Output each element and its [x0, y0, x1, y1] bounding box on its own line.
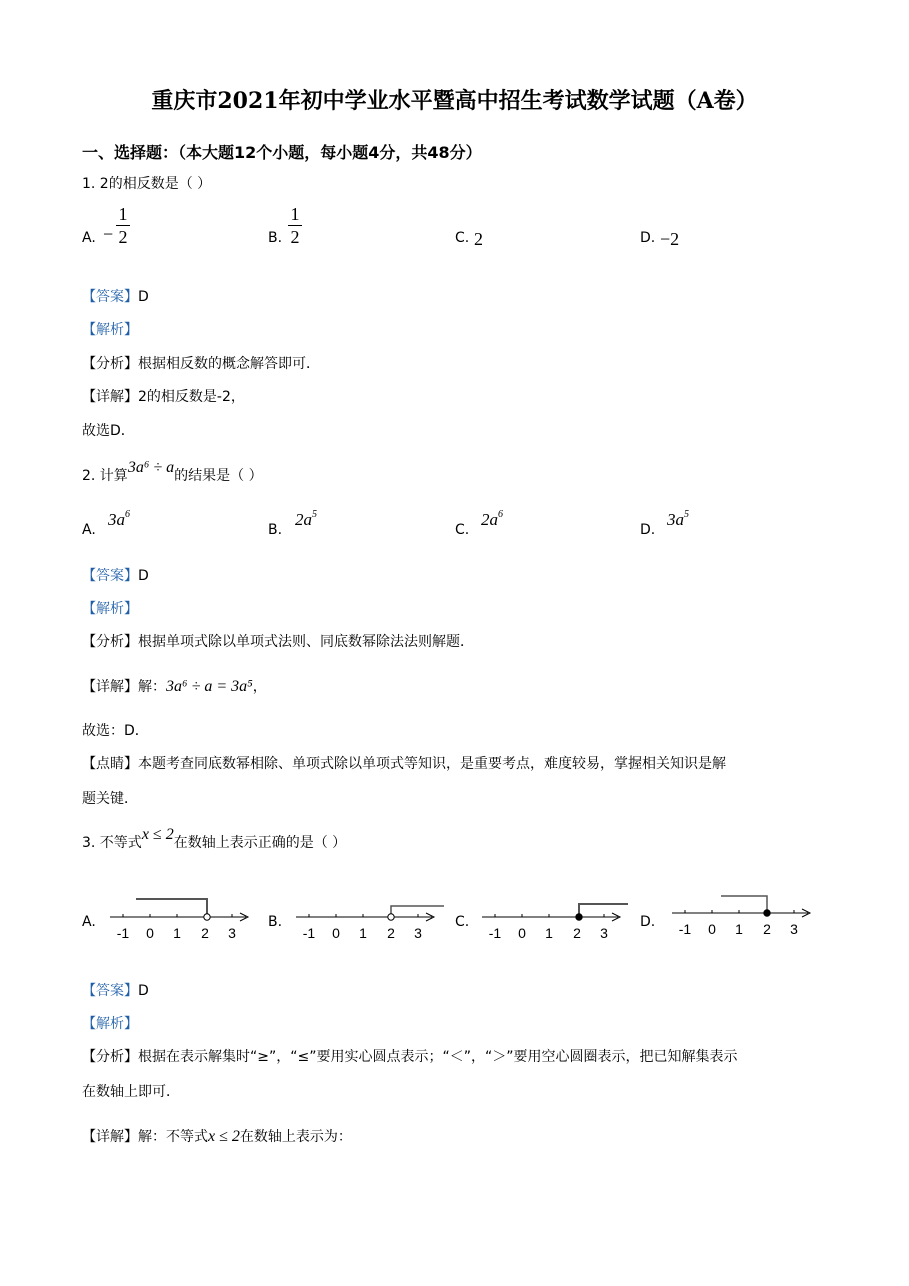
q1-option-c-label: C. — [455, 230, 470, 246]
q1-xiangjie — [82, 386, 245, 406]
tick-label: 1 — [359, 925, 367, 941]
var: a — [675, 510, 684, 529]
q3-xiangjie — [82, 1126, 352, 1146]
answer-tag: 【答案】 — [82, 289, 138, 305]
coef: 3 — [108, 510, 117, 529]
xiangjie-pre: 解：不等式 — [138, 1129, 208, 1145]
q2-option-b-label: B. — [268, 522, 283, 538]
tick-label: -1 — [116, 925, 130, 941]
var: a — [116, 510, 125, 529]
xiangjie-tag: 【详解】 — [82, 389, 138, 405]
q1-conclusion: 故选D． — [82, 423, 135, 439]
q1-option-b-label: B. — [268, 230, 283, 246]
q1-option-a-sign: − — [103, 224, 114, 244]
tick-label: -1 — [678, 921, 692, 937]
q3-stem-post: 在数轴上表示正确的是（ ） — [173, 835, 347, 851]
exponent: 6 — [125, 509, 130, 520]
solution-ray — [579, 904, 628, 914]
answer-value: D — [138, 289, 149, 305]
tick-label: 0 — [146, 925, 154, 941]
exponent: 6 — [498, 509, 503, 520]
q1-option-a-fraction — [116, 204, 130, 247]
xiangjie-tag: 【详解】 — [82, 679, 138, 695]
q2-stem-math: 3a⁶ ÷ a — [127, 459, 175, 476]
fenxi-tag: 【分析】 — [82, 634, 138, 650]
page-title: 重庆市2021年初中学业水平暨高中招生考试数学试题（A卷） — [151, 88, 758, 114]
q1-fenxi — [82, 353, 320, 373]
filled-dot — [764, 910, 770, 916]
q2-stem-pre: 2. 计算 — [82, 468, 128, 484]
q2-analysis-tag: 【解析】 — [82, 601, 138, 617]
xiangjie-tag: 【详解】 — [82, 1129, 138, 1145]
q1-answer — [82, 286, 149, 306]
answer-tag: 【答案】 — [82, 983, 138, 999]
fenxi-text: 根据单项式除以单项式法则、同底数幂除法法则解题． — [138, 634, 474, 650]
q2-option-c-expr — [481, 509, 503, 530]
open-circle — [204, 914, 210, 920]
q2-option-a-expr — [108, 509, 130, 530]
fraction-bar — [116, 225, 130, 226]
xiangjie-math: x ≤ 2 — [208, 1128, 240, 1145]
xiangjie-math: 3a⁶ ÷ a = 3a⁵ — [166, 678, 253, 695]
q1-option-d-value: −2 — [660, 229, 680, 249]
var: a — [303, 510, 312, 529]
open-circle — [388, 914, 394, 920]
fraction-numerator: 1 — [290, 204, 300, 224]
tick-label: -1 — [302, 925, 316, 941]
fenxi-tag: 【分析】 — [82, 356, 138, 372]
tick-label: 2 — [201, 925, 209, 941]
q1-option-a-label: A. — [82, 230, 96, 246]
tick-label: 2 — [763, 921, 771, 937]
filled-dot — [576, 914, 582, 920]
answer-value: D — [138, 983, 149, 999]
tick-label: 3 — [414, 925, 422, 941]
q2-option-a-label: A. — [82, 522, 96, 538]
q1-stem: 1. 2的相反数是（ ） — [82, 176, 212, 192]
q3-fenxi — [82, 1046, 737, 1066]
q3-fenxi-cont: 在数轴上即可． — [82, 1084, 180, 1100]
tick-label: 2 — [387, 925, 395, 941]
q2-option-d-label: D. — [640, 522, 656, 538]
q2-stem — [82, 459, 263, 485]
q2-dianjing-cont: 题关键． — [82, 791, 138, 807]
q3-option-b-numberline — [292, 892, 447, 942]
q2-dianjing — [82, 753, 726, 773]
answer-value: D — [138, 568, 149, 584]
answer-tag: 【答案】 — [82, 568, 138, 584]
fenxi-text-1: 根据在表示解集时“≥”，“≤”要用实心圆点表示；“＜”，“＞”要用空心圆圈表示，把已知解集表示 — [138, 1049, 738, 1065]
solution-ray — [721, 896, 767, 910]
xiangjie-text: 2的相反数是-2， — [138, 389, 245, 405]
tick-label: 1 — [735, 921, 743, 937]
fraction-numerator: 1 — [118, 204, 128, 224]
fenxi-text: 根据相反数的概念解答即可． — [138, 356, 320, 372]
coef: 3 — [667, 510, 676, 529]
dianjing-text-1: 本题考查同底数幂相除、单项式除以单项式等知识，是重要考点，难度较易，掌握相关知识是解 — [138, 756, 726, 772]
q1-option-c-value: 2 — [474, 229, 483, 249]
q2-fenxi — [82, 631, 474, 651]
fraction-denominator: 2 — [290, 227, 300, 247]
tick-label: 1 — [173, 925, 181, 941]
tick-label: 3 — [790, 921, 798, 937]
q2-stem-post: 的结果是（ ） — [174, 468, 263, 484]
q3-option-c-label: C. — [455, 914, 470, 930]
q2-xiangjie — [82, 676, 267, 696]
solution-ray — [136, 899, 207, 914]
q3-option-d-label: D. — [640, 914, 656, 930]
q3-stem-math: x ≤ 2 — [141, 826, 174, 843]
xiangjie-post: 在数轴上表示为： — [239, 1129, 352, 1145]
q1-analysis-tag: 【解析】 — [82, 322, 138, 338]
solution-ray — [391, 906, 444, 914]
q1-option-d-label: D. — [640, 230, 656, 246]
q2-option-d-expr — [667, 509, 689, 530]
tick-label: 2 — [573, 925, 581, 941]
coef: 2 — [481, 510, 490, 529]
tick-label: 0 — [518, 925, 526, 941]
fraction-denominator: 2 — [118, 227, 128, 247]
coef: 2 — [295, 510, 304, 529]
xiangjie-post: ， — [252, 679, 267, 695]
tick-label: 0 — [332, 925, 340, 941]
q2-answer — [82, 565, 149, 585]
q2-option-c-label: C. — [455, 522, 470, 538]
section-heading: 一、选择题：（本大题12个小题，每小题4分，共48分） — [82, 143, 482, 162]
q3-option-c-numberline — [478, 892, 633, 942]
q3-option-a-numberline — [106, 892, 256, 942]
fenxi-tag: 【分析】 — [82, 1049, 138, 1065]
q3-stem — [82, 826, 347, 852]
exponent: 5 — [684, 509, 689, 520]
tick-label: 0 — [708, 921, 716, 937]
q3-analysis-tag: 【解析】 — [82, 1016, 138, 1032]
q3-option-d-numberline — [668, 888, 823, 938]
tick-label: 1 — [545, 925, 553, 941]
q3-stem-pre: 3. 不等式 — [82, 835, 142, 851]
q3-option-a-label: A. — [82, 914, 96, 930]
q3-answer — [82, 980, 149, 1000]
xiangjie-pre: 解： — [138, 679, 166, 695]
var: a — [489, 510, 498, 529]
tick-label: 3 — [228, 925, 236, 941]
q3-option-b-label: B. — [268, 914, 283, 930]
q2-conclusion: 故选：D． — [82, 723, 149, 739]
tick-label: 3 — [600, 925, 608, 941]
fraction-bar — [288, 225, 302, 226]
dianjing-tag: 【点睛】 — [82, 756, 138, 772]
exponent: 5 — [312, 509, 317, 520]
q1-option-b-fraction — [288, 204, 302, 247]
q2-option-b-expr — [295, 509, 317, 530]
tick-label: -1 — [488, 925, 502, 941]
